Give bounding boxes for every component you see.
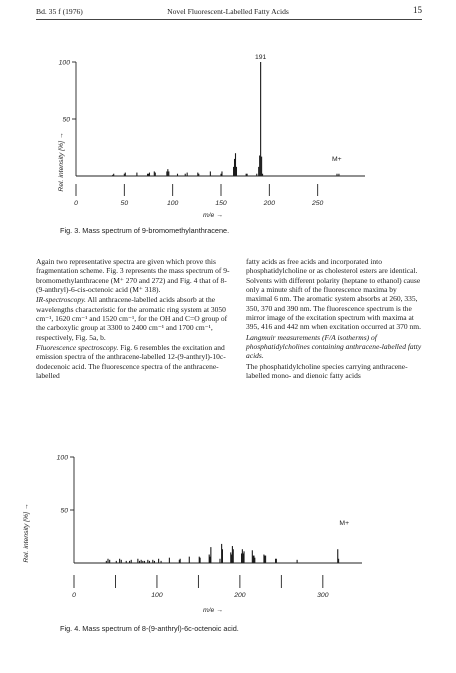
x-tick-label: 150 <box>215 200 227 207</box>
x-tick-label: 200 <box>263 200 276 207</box>
fig3-x-axis-label: m/e → <box>202 212 224 219</box>
y-tick-label: 50 <box>62 116 70 124</box>
y-tick-label: 100 <box>58 59 70 67</box>
fig3-mass-spectrum <box>0 50 456 222</box>
x-tick-label: 300 <box>317 592 329 599</box>
fig4-caption: Fig. 4. Mass spectrum of 8-(9-anthryl)-6c-octenoic acid. <box>60 624 239 633</box>
fig3-y-axis-label <box>58 132 65 191</box>
x-tick-label: 100 <box>151 592 163 599</box>
fig4-axes <box>70 457 362 563</box>
body-column-right <box>246 257 424 380</box>
fig4-mass-spectrum <box>0 440 456 620</box>
fig3-x-ticks <box>74 184 323 207</box>
fig4-peaks <box>106 544 338 563</box>
y-tick-label: 50 <box>60 507 68 515</box>
paragraph: Fluorescence spectroscopy. Fig. 6 resembles the excitation and emission spectra of the anthracene-labelled 12-(9-anthryl)-10c-dodecenoic acid. The fluorescence spectra of the anthracene-labelled <box>36 343 226 381</box>
fig4-y-axis-label <box>23 503 30 562</box>
x-tick-label: 50 <box>120 200 129 207</box>
body-column-left <box>36 257 232 380</box>
svg-text:Rel. intensity [%] →: Rel. intensity [%] → <box>23 503 30 563</box>
x-tick-label: 250 <box>311 200 324 207</box>
paragraph: fatty acids as free acids and incorporated into phosphatidylcholine or as cholesterol esters are identical. Solvents with different polarity (heptane to ethanol) cause only a minute shift of the fluorescence maxima by maximal 6 nm. The aromatic system absorbs at 260, 335, 350, 370 and 390 nm. The fluorescence spectrum is the mirror image of the excitation spectrum with maxima at 395, 416 and 442 nm when excitation occurred at 370 nm. <box>246 257 421 332</box>
y-tick-label: 100 <box>56 454 68 462</box>
fig3-peaks <box>113 62 339 176</box>
fig3-y-ticks <box>59 60 71 124</box>
x-tick-label: 200 <box>234 592 246 599</box>
fig3-base-peak-label: 191 <box>254 54 267 61</box>
x-tick-label: 0 <box>74 200 78 207</box>
fig3-molecular-ion-label: M+ <box>331 156 342 164</box>
fig3-caption: Fig. 3. Mass spectrum of 9-bromomethylanthracene. <box>60 226 230 235</box>
running-head-volume: Bd. 35 f (1976) <box>36 7 83 16</box>
paragraph: IR-spectroscopy. All anthracene-labelled acids absorb at the wavelengths characteristic for the aromatic ring system at 3050 cm⁻¹, 1620 cm⁻¹ and 1520 cm⁻¹, for the OH and C=O group of the carboxylic group at 3300 to 2400 cm⁻¹ and 1700 cm⁻¹, respectively, Fig. 5a, b. <box>36 295 228 342</box>
running-head-title: Novel Fluorescent-Labelled Fatty Acids <box>167 7 289 16</box>
fig4-molecular-ion-label: M+ <box>339 519 350 527</box>
paragraph: Again two representative spectra are given which prove this fragmentation scheme. Fig. 3 represents the mass spectrum of 9-bromomethylanthracene (M⁺ 270 and 272) and Fig. 4 that of 8-(9-anthryl)-6-cis-octenoic acid (M⁺ 318). <box>36 257 230 295</box>
paragraph: The phosphatidylcholine species carrying anthracene-labelled mono- and dienoic fatty acids <box>246 361 408 381</box>
fig4-y-ticks <box>57 455 69 515</box>
paragraph: Langmuir measurements (F/A isotherms) of phosphatidylcholines containing anthracene-labelled fatty acids. <box>246 332 422 361</box>
header-rule <box>36 19 422 20</box>
fig4-x-ticks <box>72 575 329 599</box>
x-tick-label: 0 <box>72 592 76 599</box>
page-number: 15 <box>413 5 422 15</box>
fig4-x-axis-label: m/e → <box>202 607 224 614</box>
x-tick-label: 100 <box>166 200 179 207</box>
svg-text:Rel. intensity [%] →: Rel. intensity [%] → <box>58 132 65 192</box>
fig3-axes <box>72 62 365 176</box>
